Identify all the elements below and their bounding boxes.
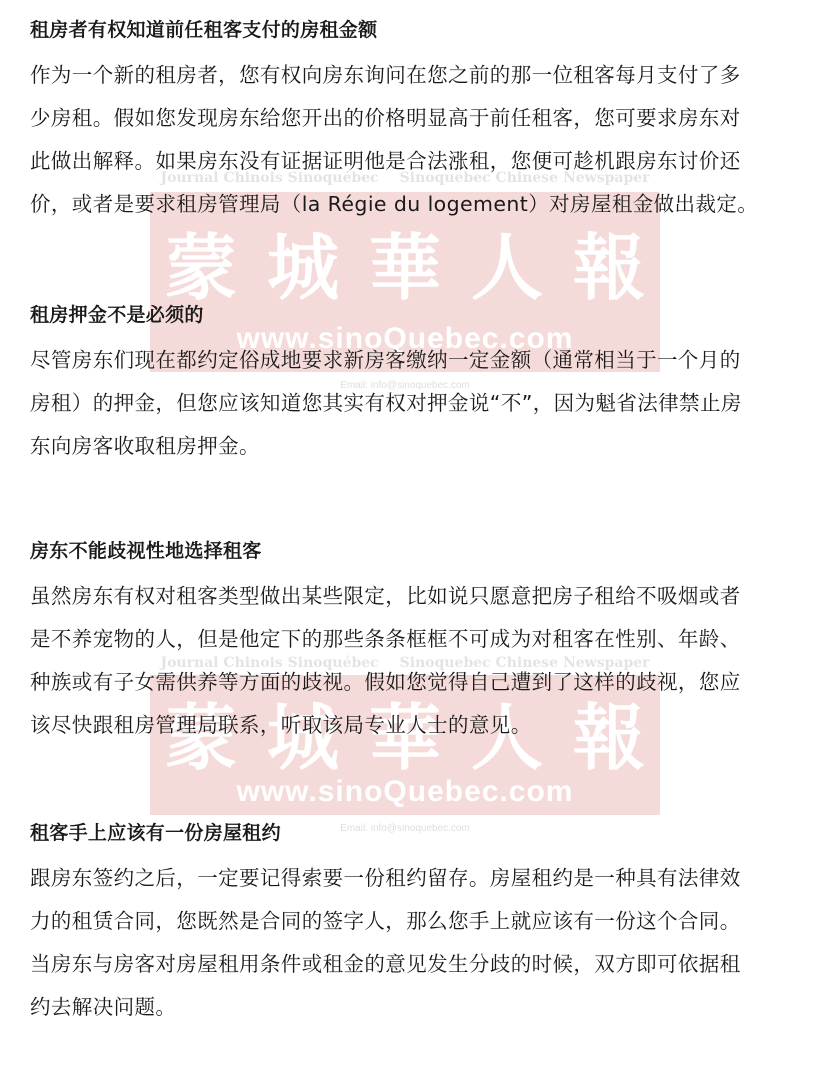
section-heading: 租房者有权知道前任租客支付的房租金额	[30, 19, 378, 41]
section-lease-copy	[30, 819, 810, 1029]
para-line: 东向房客收取租房押金。	[30, 434, 260, 458]
para-line: 种族或有子女需供养等方面的歧视。假如您觉得自己遭到了这样的歧视，您应	[30, 670, 741, 694]
watermark-topline: Journal Chinois Sinoquébec Sinoquebec Chinese Newspaper	[160, 655, 650, 671]
section-heading: 租房押金不是必须的	[30, 304, 204, 326]
watermark-topline: Journal Chinois Sinoquébec Sinoquebec Chinese Newspaper	[160, 170, 650, 186]
section-heading: 租客手上应该有一份房屋租约	[30, 822, 281, 844]
para-line: 当房东与房客对房屋租用条件或租金的意见发生分歧的时候，双方即可依据租	[30, 952, 741, 976]
para-line: 作为一个新的租房者，您有权向房东询问在您之前的那一位租客每月支付了多	[30, 63, 741, 87]
section-paragraph	[30, 575, 810, 747]
section-paragraph	[30, 857, 810, 1029]
para-line: 跟房东签约之后，一定要记得索要一份租约留存。房屋租约是一种具有法律效	[30, 866, 741, 890]
para-line: 此做出解释。如果房东没有证据证明他是合法涨租，您便可趁机跟房东讨价还	[30, 149, 741, 173]
watermark-url: www.sinoQuebec.com	[236, 775, 574, 808]
watermark-contact: Email: info@sinoquebec.com	[340, 380, 470, 391]
section-discrimination	[30, 537, 810, 747]
section-paragraph	[30, 339, 810, 468]
para-line: 力的租赁合同，您既然是合同的签字人，那么您手上就应该有一份这个合同。	[30, 909, 741, 933]
section-rent-history	[30, 16, 810, 226]
para-line: 少房租。假如您发现房东给您开出的价格明显高于前任租客，您可要求房东对	[30, 106, 741, 130]
watermark-logo-chars: 蒙 城 華 人 報	[164, 695, 645, 780]
watermark-contact: Email: info@sinoquebec.com	[340, 823, 470, 834]
para-line: 价，或者是要求租房管理局（la Régie du logement）对房屋租金做出裁定。	[30, 192, 759, 216]
section-paragraph	[30, 54, 810, 226]
watermark-logo-chars: 蒙 城 華 人 報	[164, 225, 645, 310]
watermark-url: www.sinoQuebec.com	[236, 322, 574, 355]
para-line: 是不养宠物的人，但是他定下的那些条条框框不可成为对租客在性别、年龄、	[30, 627, 741, 651]
para-line: 约去解决问题。	[30, 995, 177, 1019]
para-line: 该尽快跟租房管理局联系，听取该局专业人士的意见。	[30, 713, 532, 737]
section-heading: 房东不能歧视性地选择租客	[30, 540, 262, 562]
para-line: 虽然房东有权对租客类型做出某些限定，比如说只愿意把房子租给不吸烟或者	[30, 584, 741, 608]
para-line: 房租）的押金，但您应该知道您其实有权对押金说“不”，因为魁省法律禁止房	[30, 391, 742, 415]
para-line: 尽管房东们现在都约定俗成地要求新房客缴纳一定金额（通常相当于一个月的	[30, 348, 741, 372]
section-deposit	[30, 301, 810, 468]
